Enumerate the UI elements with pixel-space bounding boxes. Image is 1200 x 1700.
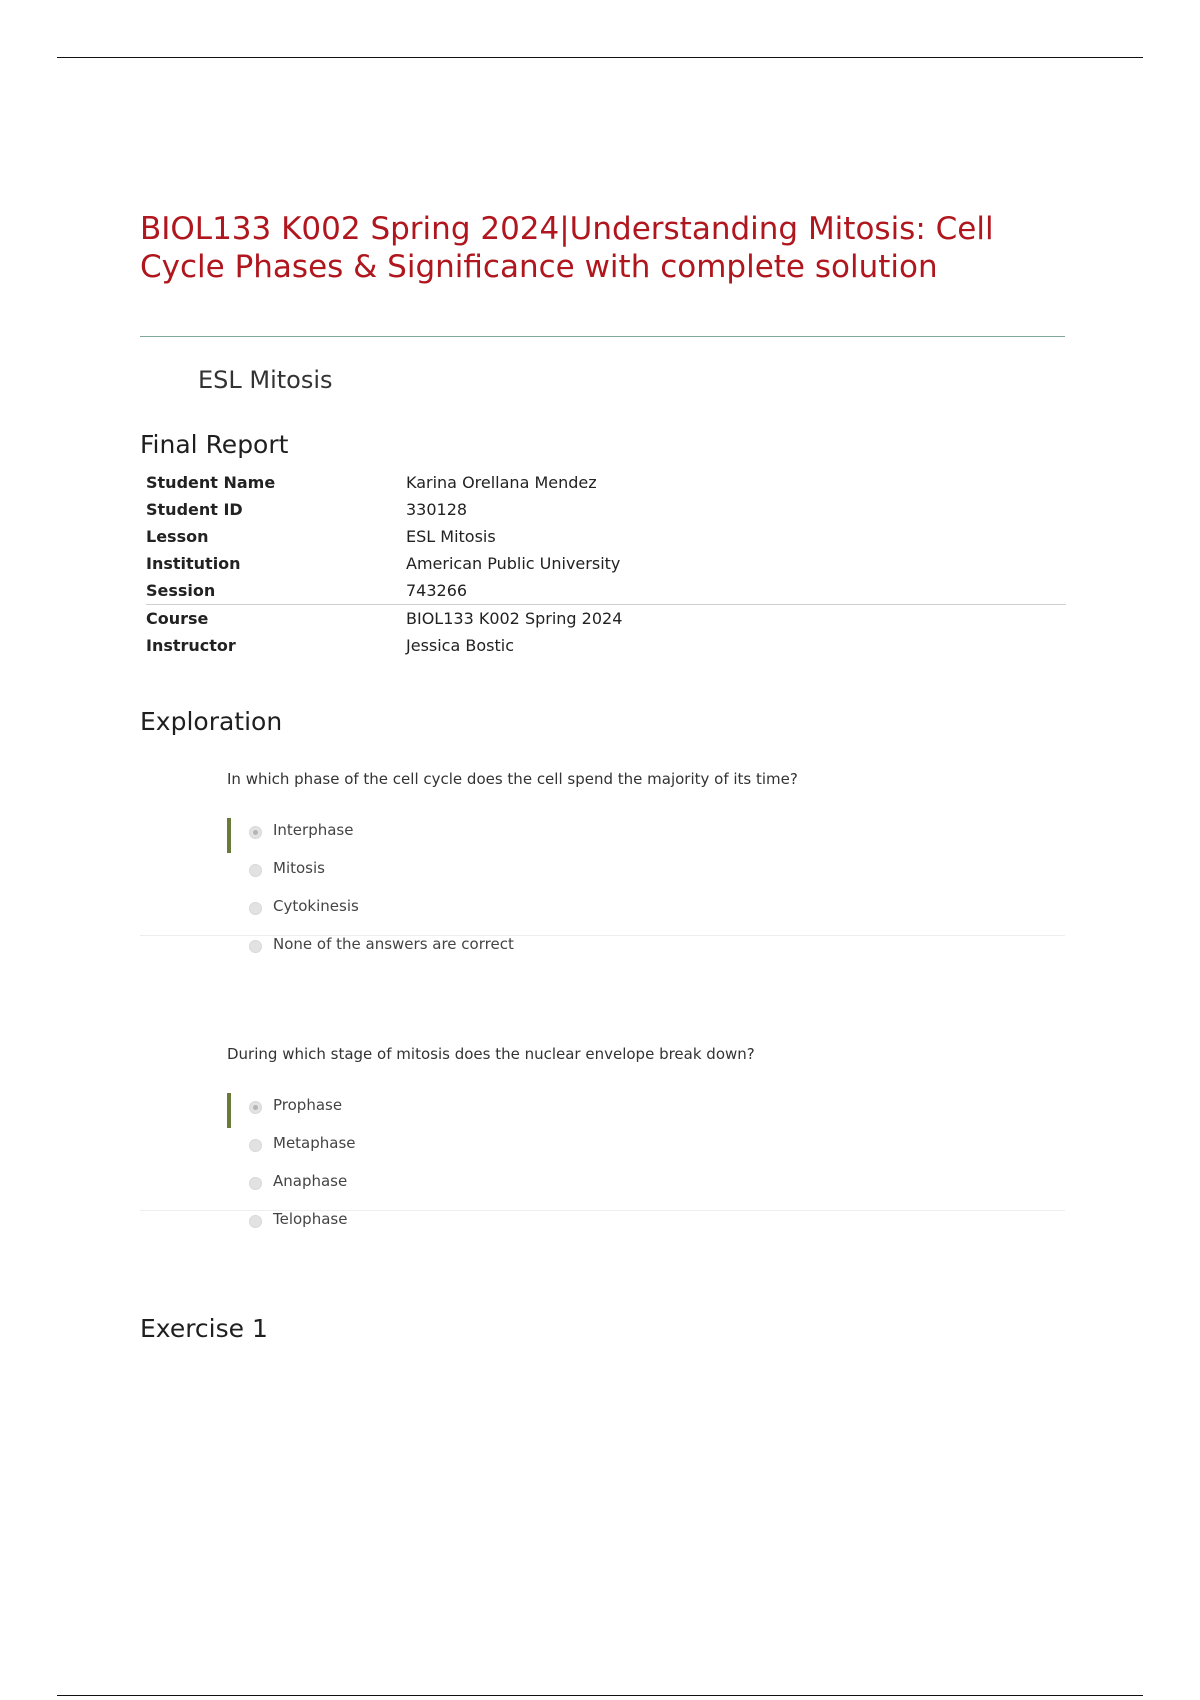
info-row-instructor <box>146 632 1066 659</box>
answer-label: Mitosis <box>273 859 325 877</box>
question-2 <box>140 1045 1065 1228</box>
radio-button[interactable] <box>249 902 262 915</box>
info-value: BIOL133 K002 Spring 2024 <box>406 605 1066 633</box>
info-label: Student ID <box>146 500 243 519</box>
radio-button[interactable] <box>249 1177 262 1190</box>
info-value: Jessica Bostic <box>406 636 514 655</box>
info-value: American Public University <box>406 554 621 573</box>
answer-label: None of the answers are correct <box>273 935 514 953</box>
info-label: Course <box>146 605 406 633</box>
page-top-rule <box>57 57 1143 58</box>
page-bottom-rule <box>57 1695 1143 1696</box>
answer-option-none[interactable] <box>227 932 927 962</box>
info-value: Karina Orellana Mendez <box>406 473 597 492</box>
info-label: Institution <box>146 554 241 573</box>
radio-button[interactable] <box>249 864 262 877</box>
info-value: ESL Mitosis <box>406 527 496 546</box>
exercise-heading: Exercise 1 <box>140 1314 268 1343</box>
answer-option-cytokinesis[interactable] <box>227 894 927 924</box>
info-label: Session <box>146 581 216 600</box>
answer-label: Anaphase <box>273 1172 348 1190</box>
answer-option-prophase[interactable] <box>227 1093 927 1123</box>
info-row-institution <box>146 550 1066 577</box>
answer-option-anaphase[interactable] <box>227 1169 927 1199</box>
info-label: Lesson <box>146 527 209 546</box>
radio-button-selected[interactable] <box>249 826 262 839</box>
final-report-table <box>146 469 1066 659</box>
info-row-session <box>146 577 1066 605</box>
title-underline <box>140 336 1065 337</box>
document-title: BIOL133 K002 Spring 2024|Understanding Mitosis: Cell Cycle Phases & Significance with complete solution <box>140 211 994 285</box>
info-value: 743266 <box>406 581 468 600</box>
info-value: 330128 <box>406 500 468 519</box>
radio-button[interactable] <box>249 940 262 953</box>
info-label: Instructor <box>146 636 236 655</box>
correct-answer-marker <box>227 818 231 853</box>
radio-button[interactable] <box>249 1139 262 1152</box>
answer-label: Prophase <box>273 1096 343 1114</box>
answer-label: Interphase <box>273 821 354 839</box>
question-text: In which phase of the cell cycle does the cell spend the majority of its time? <box>227 770 798 788</box>
answer-option-metaphase[interactable] <box>227 1131 927 1161</box>
question-1 <box>140 770 1065 953</box>
info-row-lesson <box>146 523 1066 550</box>
info-row-student-id <box>146 496 1066 523</box>
answer-label: Cytokinesis <box>273 897 359 915</box>
answer-option-mitosis[interactable] <box>227 856 927 886</box>
question-text: During which stage of mitosis does the nuclear envelope break down? <box>227 1045 755 1063</box>
correct-answer-marker <box>227 1093 231 1128</box>
info-row-course <box>146 605 1066 633</box>
answer-option-interphase[interactable] <box>227 818 927 848</box>
radio-button-selected[interactable] <box>249 1101 262 1114</box>
answer-label: Metaphase <box>273 1134 356 1152</box>
lesson-heading: ESL Mitosis <box>198 366 333 394</box>
radio-button[interactable] <box>249 1215 262 1228</box>
final-report-heading: Final Report <box>140 430 289 459</box>
answer-option-telophase[interactable] <box>227 1207 927 1237</box>
answer-label: Telophase <box>273 1210 348 1228</box>
info-label: Student Name <box>146 473 276 492</box>
exploration-heading: Exploration <box>140 707 283 736</box>
info-row-student-name <box>146 469 1066 496</box>
